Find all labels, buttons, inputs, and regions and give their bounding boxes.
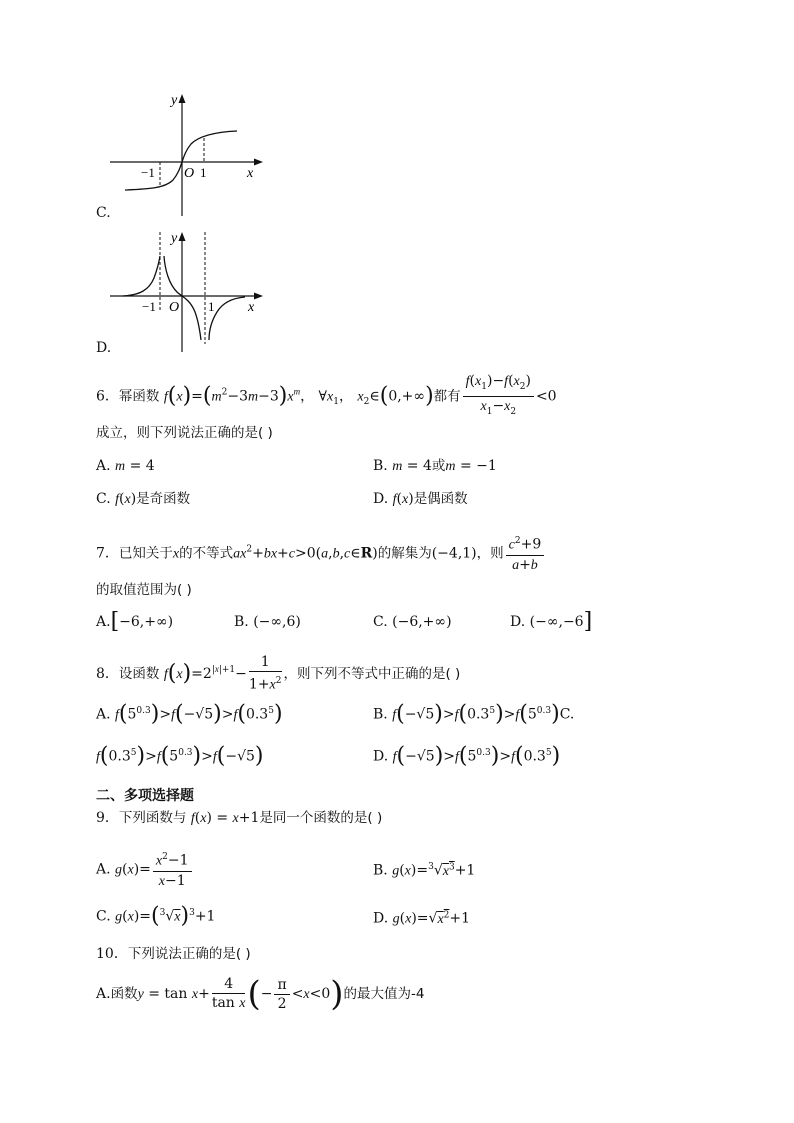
q7-option-b[interactable]: B. (−∞,6) — [234, 614, 301, 630]
tick-neg1: −1 — [141, 165, 155, 180]
q7-option-d[interactable]: D. (−∞,−6] — [510, 609, 593, 634]
curve-c — [125, 131, 237, 190]
q7-option-a[interactable]: A.[−6,+∞) — [96, 609, 174, 634]
option-d-label: D. — [96, 340, 112, 356]
question-7-line2: 的取值范围为( ) — [96, 582, 192, 598]
axis-x-label: x — [248, 300, 255, 315]
q7-option-c[interactable]: C. (−6,+∞) — [373, 614, 452, 630]
q9-option-d[interactable]: D. $g(x)=√x^2+1$ — [373, 910, 471, 927]
q9-option-a[interactable]: A. g(x)= $\frac{x^2-1}{x-1}$ — [96, 848, 194, 891]
q6-option-c[interactable]: C. f(x)是奇函数 — [96, 491, 191, 507]
tick-neg1: −1 — [142, 299, 156, 314]
q10-option-a[interactable]: A.函数y = tan x+ $\frac{4}{\text{tan x}}$ (− $\frac{\pi}{2}$ <x<0)的最大值为-4 — [96, 974, 425, 1014]
q6-option-b[interactable]: B. m = 4或m = −1 — [373, 458, 497, 474]
option-c-label: C. — [96, 205, 111, 221]
q8-option-c-body[interactable]: $f(0.3^5)>f(5^{0.3})>f(-√5)$ — [96, 743, 264, 769]
q6-option-d[interactable]: D. f(x)是偶函数 — [373, 491, 468, 507]
q8-option-a[interactable]: A. $f(5^{0.3})>f(-√5)>f(0.3^5)$ — [96, 701, 283, 727]
curve-d-left — [123, 256, 160, 296]
tick-1: 1 — [200, 165, 207, 180]
origin-label: O — [169, 300, 180, 315]
origin-label: O — [184, 166, 195, 181]
question-9-line1: 9．下列函数与 f(x) = x+1是同一个函数的是( ) — [96, 810, 383, 826]
curve-d-mid-left — [164, 256, 182, 296]
question-7-line1: 7．已知关于x的不等式$ax^2+bx+c>0(a,b,c\in R)$的解集为(−4,1)，则 $\frac{c^2+9}{a+b}$ — [96, 532, 546, 575]
tick-1: 1 — [208, 299, 215, 314]
question-6-line2: 成立，则下列说法正确的是( ) — [96, 425, 273, 441]
question-8-line1: 8．设函数 $f(x)=2^{|x|+1}-$ $\frac{1}{1+x^2}$ ，则下列不等式中正确的是( ) — [96, 654, 461, 693]
q9-option-c[interactable]: C. $g(x)=(^3√x)^3+1$ — [96, 903, 216, 929]
question-10-line1: 10．下列说法正确的是( ) — [96, 946, 251, 962]
axis-y-label: y — [171, 231, 178, 246]
axis-x-label: x — [247, 166, 254, 181]
curve-d-mid-right — [182, 296, 201, 340]
axis-y-label: y — [171, 93, 178, 108]
q8-option-d[interactable]: D. $f(-√5)>f(5^{0.3})>f(0.3^5)$ — [373, 743, 561, 769]
q6-option-a[interactable]: A. m = 4 — [96, 458, 155, 474]
graph-d — [105, 226, 270, 356]
graph-c — [105, 88, 270, 218]
q8-option-b[interactable]: B. $f(-√5)>f(0.3^5)>f(5^{0.3})C$. — [373, 701, 575, 727]
q9-option-b[interactable]: B. $g(x)=^3√x^3+1$ — [373, 862, 476, 879]
section-heading-multiple-choice: 二、多项选择题 — [96, 788, 194, 804]
question-6-line1: 6．幂函数 $f(x)=(m^2-3m-3)x^m$， $\forall x_1$， $x_2\in(0,+\infty)$都有 $\frac{f(x_1)-f(x_2)}{x_1-x_2}$ <0 — [96, 373, 557, 417]
